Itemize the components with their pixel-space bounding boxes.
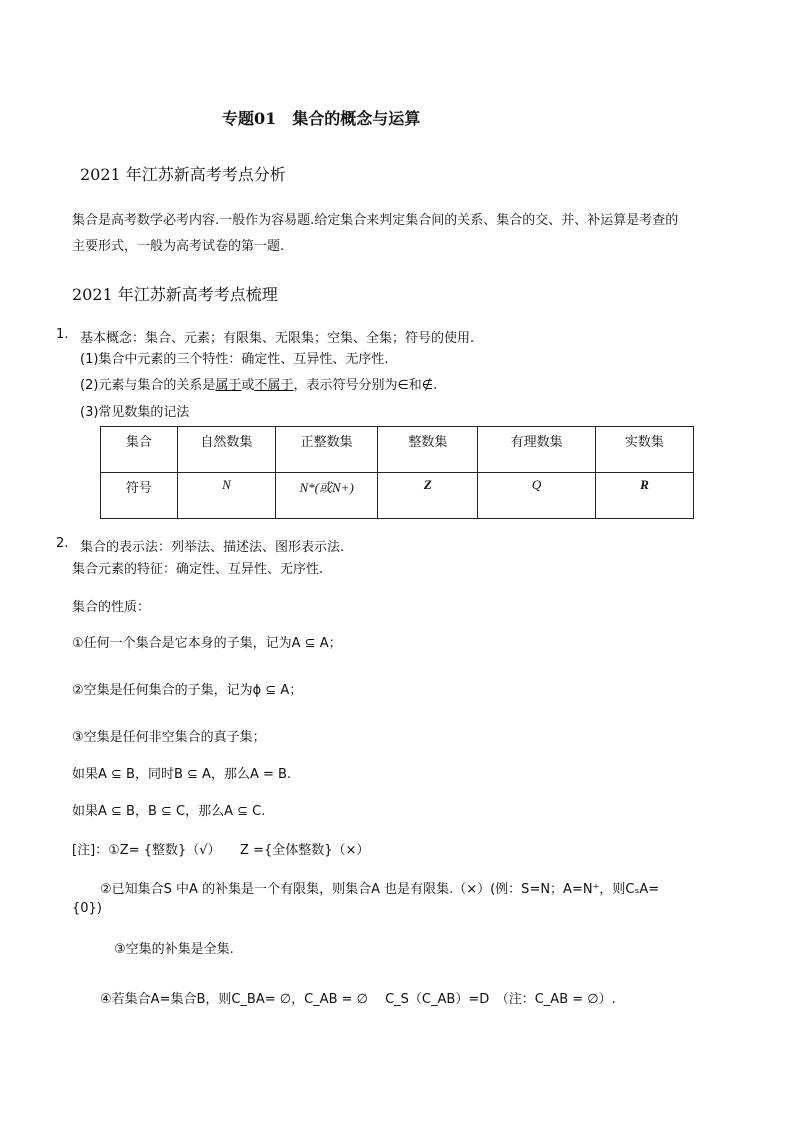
item-number: 1. <box>56 327 69 342</box>
table-row <box>101 427 694 473</box>
property-3: ③空集是任何非空集合的真子集； <box>72 730 266 745</box>
element-set-relation: (2)元素与集合的关系是属于或不属于，表示符号分别为∈和∉. <box>80 378 438 393</box>
table-cell: R <box>595 473 693 519</box>
table-cell: Q <box>478 473 595 519</box>
table-cell: N*(或N+) <box>276 473 378 519</box>
table-cell: 整数集 <box>378 427 478 473</box>
note-3: ③空集的补集是全集. <box>114 942 234 957</box>
note-4: ④若集合A=集合B，则C_BA= ∅，C_AB = ∅ C_S（C_AB）=D （注：C_AB = ∅）. <box>100 992 616 1007</box>
subset-equality: 如果A ⊆ B，同时B ⊆ A，那么A = B. <box>72 767 292 782</box>
table-cell: N <box>177 473 275 519</box>
element-properties: (1)集合中元素的三个特性：确定性、互异性、无序性. <box>80 352 389 367</box>
basic-concepts: 基本概念：集合、元素；有限集、无限集；空集、全集；符号的使用. <box>80 331 475 346</box>
note-2: ②已知集合S 中A 的补集是一个有限集，则集合A 也是有限集.（×）(例：S=N；A=N⁺，则CₛA= <box>100 882 660 897</box>
table-row <box>101 473 694 519</box>
item-number: 2. <box>56 536 69 551</box>
property-1: ①任何一个集合是它本身的子集，记为A ⊆ A； <box>72 636 342 651</box>
page-title: 专题01 集合的概念与运算 <box>222 109 421 128</box>
table-cell: Z <box>378 473 478 519</box>
number-set-table <box>100 426 694 519</box>
analysis-paragraph-line2: 主要形式，一般为高考试卷的第一题. <box>72 239 285 254</box>
number-set-notation: (3)常见数集的记法 <box>80 405 190 420</box>
table-cell: 自然数集 <box>177 427 275 473</box>
set-properties-label: 集合的性质： <box>72 600 151 615</box>
set-element-features: 集合元素的特征：确定性、互异性、无序性. <box>72 562 324 577</box>
table-cell: 符号 <box>101 473 178 519</box>
section-heading-analysis: 2021 年江苏新高考考点分析 <box>80 165 286 184</box>
table-cell: 集合 <box>101 427 178 473</box>
set-representation: 集合的表示法：列举法、描述法、图形表示法. <box>80 540 345 555</box>
table-cell: 正整数集 <box>276 427 378 473</box>
table-cell: 实数集 <box>595 427 693 473</box>
subset-transitivity: 如果A ⊆ B，B ⊆ C，那么A ⊆ C. <box>72 804 266 819</box>
analysis-paragraph-line1: 集合是高考数学必考内容.一般作为容易题.给定集合来判定集合间的关系、集合的交、并、补运算是考查的 <box>72 213 679 228</box>
note-1: [注]：①Z= {整数}（√） Z ={全体整数}（×） <box>72 843 370 858</box>
note-2-continued: {0}) <box>72 901 102 916</box>
section-heading-review: 2021 年江苏新高考考点梳理 <box>72 285 278 304</box>
property-2: ②空集是任何集合的子集，记为ϕ ⊆ A； <box>72 683 303 698</box>
table-cell: 有理数集 <box>478 427 595 473</box>
